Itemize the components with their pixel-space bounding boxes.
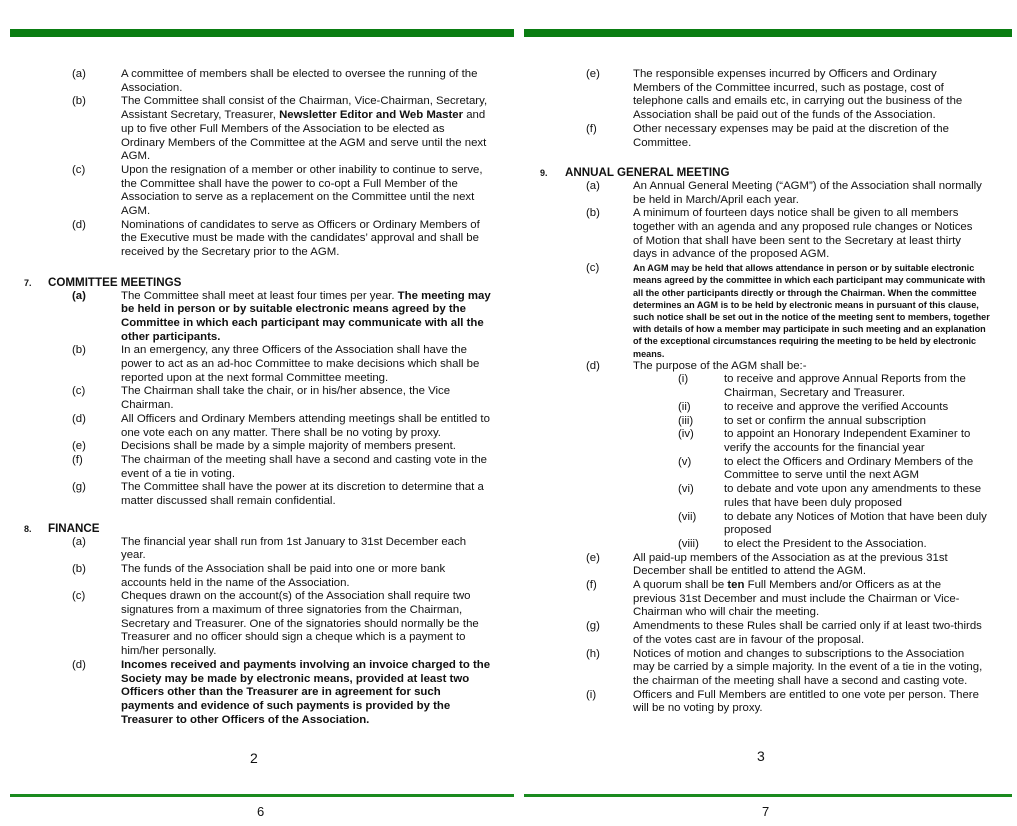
clause-text (633, 579, 983, 620)
clause-text-bold: Newsletter Editor and Web Master (279, 109, 464, 122)
page-left (0, 68, 514, 727)
clause-item (520, 123, 1017, 150)
purpose-label: (vii) (678, 510, 697, 523)
clause-label: (b) (72, 344, 86, 357)
clause-text-bold: An AGM may be held that allows attendance in person or by suitable electronic means agreed by the committee in which each participant may communicate with all the other participants directly or through the Chairman. When the committee determines an AGM is to be held by electronic means in pursuant of this clause, such notice shall be set out in the notice of the meeting sent to members, together with details of how a member may participate in such meeting and an explanation of the exceptional circumstances requiring the meeting to be held by electronic means. (633, 263, 990, 359)
clause-item (0, 454, 514, 481)
clause-text: The purpose of the AGM shall be:- (633, 359, 807, 372)
purpose-label: (iv) (678, 428, 694, 441)
purpose-text: to debate and vote upon any amendments to these rules that have been duly proposed (724, 483, 982, 509)
clause-text: Officers and Full Members are entitled to one vote per person. There will be no voting by proxy. (633, 688, 979, 715)
purpose-item (520, 511, 1017, 538)
purpose-label: (i) (678, 373, 689, 386)
clause-label: (a) (72, 68, 86, 80)
clause-item (520, 68, 1017, 123)
clause-label: (i) (586, 688, 597, 701)
clause-label: (h) (586, 647, 600, 660)
section-title: FINANCE (48, 521, 100, 535)
purpose-item (520, 483, 1017, 510)
clause-label: (d) (72, 412, 86, 425)
clause-item (520, 180, 1017, 207)
clause-label: (e) (72, 440, 86, 453)
purpose-label: (viii) (678, 537, 699, 550)
clause-text: The responsible expenses incurred by Officers and Ordinary Members of the Committee incurred, such as postage, cost of telephone calls and emails etc, in carrying out the business of the Association shall be paid out of the funds of the Association. (633, 68, 963, 122)
purpose-item (520, 456, 1017, 483)
section-title: ANNUAL GENERAL MEETING (565, 166, 730, 180)
section-title: COMMITTEE MEETINGS (48, 275, 182, 289)
clause-text-bold: The meeting may be held in person or by suitable electronic means agreed by the Committee in which each participant may communicate with all the other participants. (121, 289, 491, 343)
clause-item (0, 164, 514, 219)
clause-item (520, 579, 1017, 620)
clause-text: Decisions shall be made by a simple majority of members present. (121, 440, 456, 453)
clause-label: (c) (72, 163, 86, 176)
clause-item (0, 563, 514, 590)
clause-label: (a) (72, 535, 86, 548)
clause-text: A committee of members shall be elected to oversee the running of the Association. (121, 68, 478, 94)
footer-rule-left (10, 794, 514, 797)
clause-item (0, 440, 514, 454)
clause-text-part: and up to five other Full Members of the Association to be elected as Ordinary Members of the Committee at the AGM and serve until the next AGM. (121, 109, 487, 163)
clause-label: (e) (586, 68, 600, 80)
clause-text-bold: Incomes received and payments involving an invoice charged to the Society may be made by electronic means, provided at least two Officers other than the Treasurer are in agreement for such payments and evidence of such payments is provided by the Treasurer to other Officers of the Association. (121, 658, 491, 726)
clause-item (0, 290, 514, 345)
clause-item (0, 385, 514, 412)
clause-text: All Officers and Ordinary Members attending meetings shall be entitled to one vote each on any matter. There shall be no voting by proxy. (121, 412, 490, 439)
clause-text-part: The Committee shall meet at least four times per year. (121, 289, 398, 302)
clause-item (0, 590, 514, 659)
clause-item (520, 360, 1017, 374)
clause-text-part: The Committee shall consist of the Chairman, Vice-Chairman, Secretary, Assistant Secretary, Treasurer, (121, 95, 488, 122)
section-number: 7. (24, 277, 32, 288)
purpose-text: to set or confirm the annual subscription (724, 414, 926, 427)
purpose-item (520, 538, 1017, 552)
section-heading (520, 166, 1017, 180)
clause-label: (g) (72, 481, 86, 494)
clause-text: All paid-up members of the Association as at the previous 31st December shall be entitled to attend the AGM. (633, 551, 948, 578)
purpose-item (520, 428, 1017, 455)
clause-text: In an emergency, any three Officers of the Association shall have the power to act as an ad-hoc Committee to make decisions which shall be reported upon at the next formal Committee meeting. (121, 344, 480, 384)
clause-label: (a) (586, 179, 600, 192)
clause-text (121, 290, 491, 345)
footer-number-left: 6 (257, 804, 265, 819)
section-heading (0, 522, 514, 536)
clause-text-part: A quorum shall be (633, 579, 728, 592)
clause-item (520, 648, 1017, 689)
clause-text: Notices of motion and changes to subscriptions to the Association may be carried by a simple majority. In the event of a tie in the voting, the chairman of the meeting shall have a second and casting vote. (633, 647, 983, 687)
clause-text: Amendments to these Rules shall be carried only if at least two-thirds of the votes cast are in favour of the proposal. (633, 620, 982, 646)
clause-text: The Chairman shall take the chair, or in his/her absence, the Vice Chairman. (121, 385, 451, 412)
clause-item (0, 95, 514, 164)
clause-item (0, 413, 514, 440)
clause-item (0, 536, 514, 563)
clause-label: (f) (72, 453, 83, 466)
clause-item (0, 481, 514, 508)
clause-text: An Annual General Meeting (“AGM”) of the Association shall normally be held in March/April each year. (633, 179, 982, 206)
clause-label: (e) (586, 551, 600, 564)
clause-label: (f) (586, 579, 597, 592)
clause-item (0, 344, 514, 385)
purpose-text: to elect the Officers and Ordinary Members of the Committee to serve until the next AGM (724, 455, 974, 482)
clause-text: Upon the resignation of a member or other inability to continue to serve, the Committee shall have the power to co-opt a Full Member of the Association to serve as a replacement on the Committee until the next AGM. (121, 163, 483, 218)
purpose-label: (iii) (678, 414, 694, 427)
purpose-label: (v) (678, 455, 692, 468)
clause-text: Nominations of candidates to serve as Officers or Ordinary Members of the Executive must be made with the candidates’ approval and shall be received by the Secretary prior to the AGM. (121, 218, 480, 259)
purpose-text: to elect the President to the Association. (724, 537, 927, 550)
clause-label: (d) (72, 218, 86, 231)
clause-item (520, 262, 1017, 360)
clause-item (0, 219, 514, 260)
clause-text: Other necessary expenses may be paid at the discretion of the Committee. (633, 122, 949, 149)
header-rule-left (10, 29, 514, 37)
footer-number-right: 7 (762, 804, 770, 819)
clause-text: The Committee shall have the power at its discretion to determine that a matter discussed shall remain confidential. (121, 481, 484, 508)
clause-label: (d) (586, 359, 600, 372)
clause-label: (c) (72, 590, 86, 603)
clause-text: A minimum of fourteen days notice shall be given to all members together with an agenda and any proposed rule changes or Notices of Motion that shall have been sent to the Secretary at least thirty days in advance of the proposed AGM. (633, 207, 973, 261)
section-heading (0, 276, 514, 290)
clause-label: (b) (72, 95, 86, 108)
section-number: 9. (540, 168, 548, 179)
clause-label: (c) (72, 385, 86, 398)
clause-item (520, 689, 1017, 716)
purpose-text: to receive and approve Annual Reports from the Chairman, Secretary and Treasurer. (724, 373, 966, 400)
purpose-label: (ii) (678, 400, 691, 413)
purpose-label: (vi) (678, 483, 694, 496)
clause-text: The financial year shall run from 1st January to 31st December each year. (121, 535, 467, 562)
clause-label: (b) (586, 207, 600, 220)
purpose-item (520, 415, 1017, 429)
purpose-item (520, 401, 1017, 415)
clause-item (0, 659, 514, 728)
clause-label: (a) (72, 289, 86, 302)
clause-item (0, 68, 514, 95)
clause-text (121, 95, 491, 164)
section-number: 8. (24, 523, 32, 534)
clause-text-part: Full Members and/or Officers as at the previous 31st December and must include the Chairman or Vice-Chairman who will chair the meeting. (633, 579, 960, 619)
clause-label: (c) (586, 262, 600, 275)
purpose-text: to appoint an Honorary Independent Examiner to verify the accounts for the financial year (724, 428, 971, 454)
footer-rule-right (524, 794, 1012, 797)
page-right (520, 68, 1017, 716)
clause-text: Cheques drawn on the account(s) of the Association shall require two signatures from a maximum of three signatories from the Chairman, Secretary and Treasurer. One of the signatories should normally be the Treasurer and no officer should sign a cheque which is a payment to him/her personally. (121, 590, 479, 658)
clause-text: The chairman of the meeting shall have a second and casting vote in the event of a tie in voting. (121, 453, 487, 480)
clause-label: (b) (72, 562, 86, 575)
page-number-left: 2 (250, 750, 258, 766)
clause-label: (f) (586, 122, 597, 135)
clause-label: (g) (586, 620, 600, 633)
clause-item (520, 552, 1017, 579)
purpose-text: to debate any Notices of Motion that have been duly proposed (724, 510, 987, 537)
clause-text-bold: ten (727, 579, 745, 592)
clause-item (520, 620, 1017, 647)
clause-label: (d) (72, 658, 86, 671)
clause-item (520, 207, 1017, 262)
clause-text: The funds of the Association shall be paid into one or more bank accounts held in the name of the Association. (121, 562, 446, 589)
purpose-item (520, 373, 1017, 400)
purpose-text: to receive and approve the verified Accounts (724, 400, 949, 413)
page-number-right: 3 (757, 748, 765, 764)
header-rule-right (524, 29, 1012, 37)
